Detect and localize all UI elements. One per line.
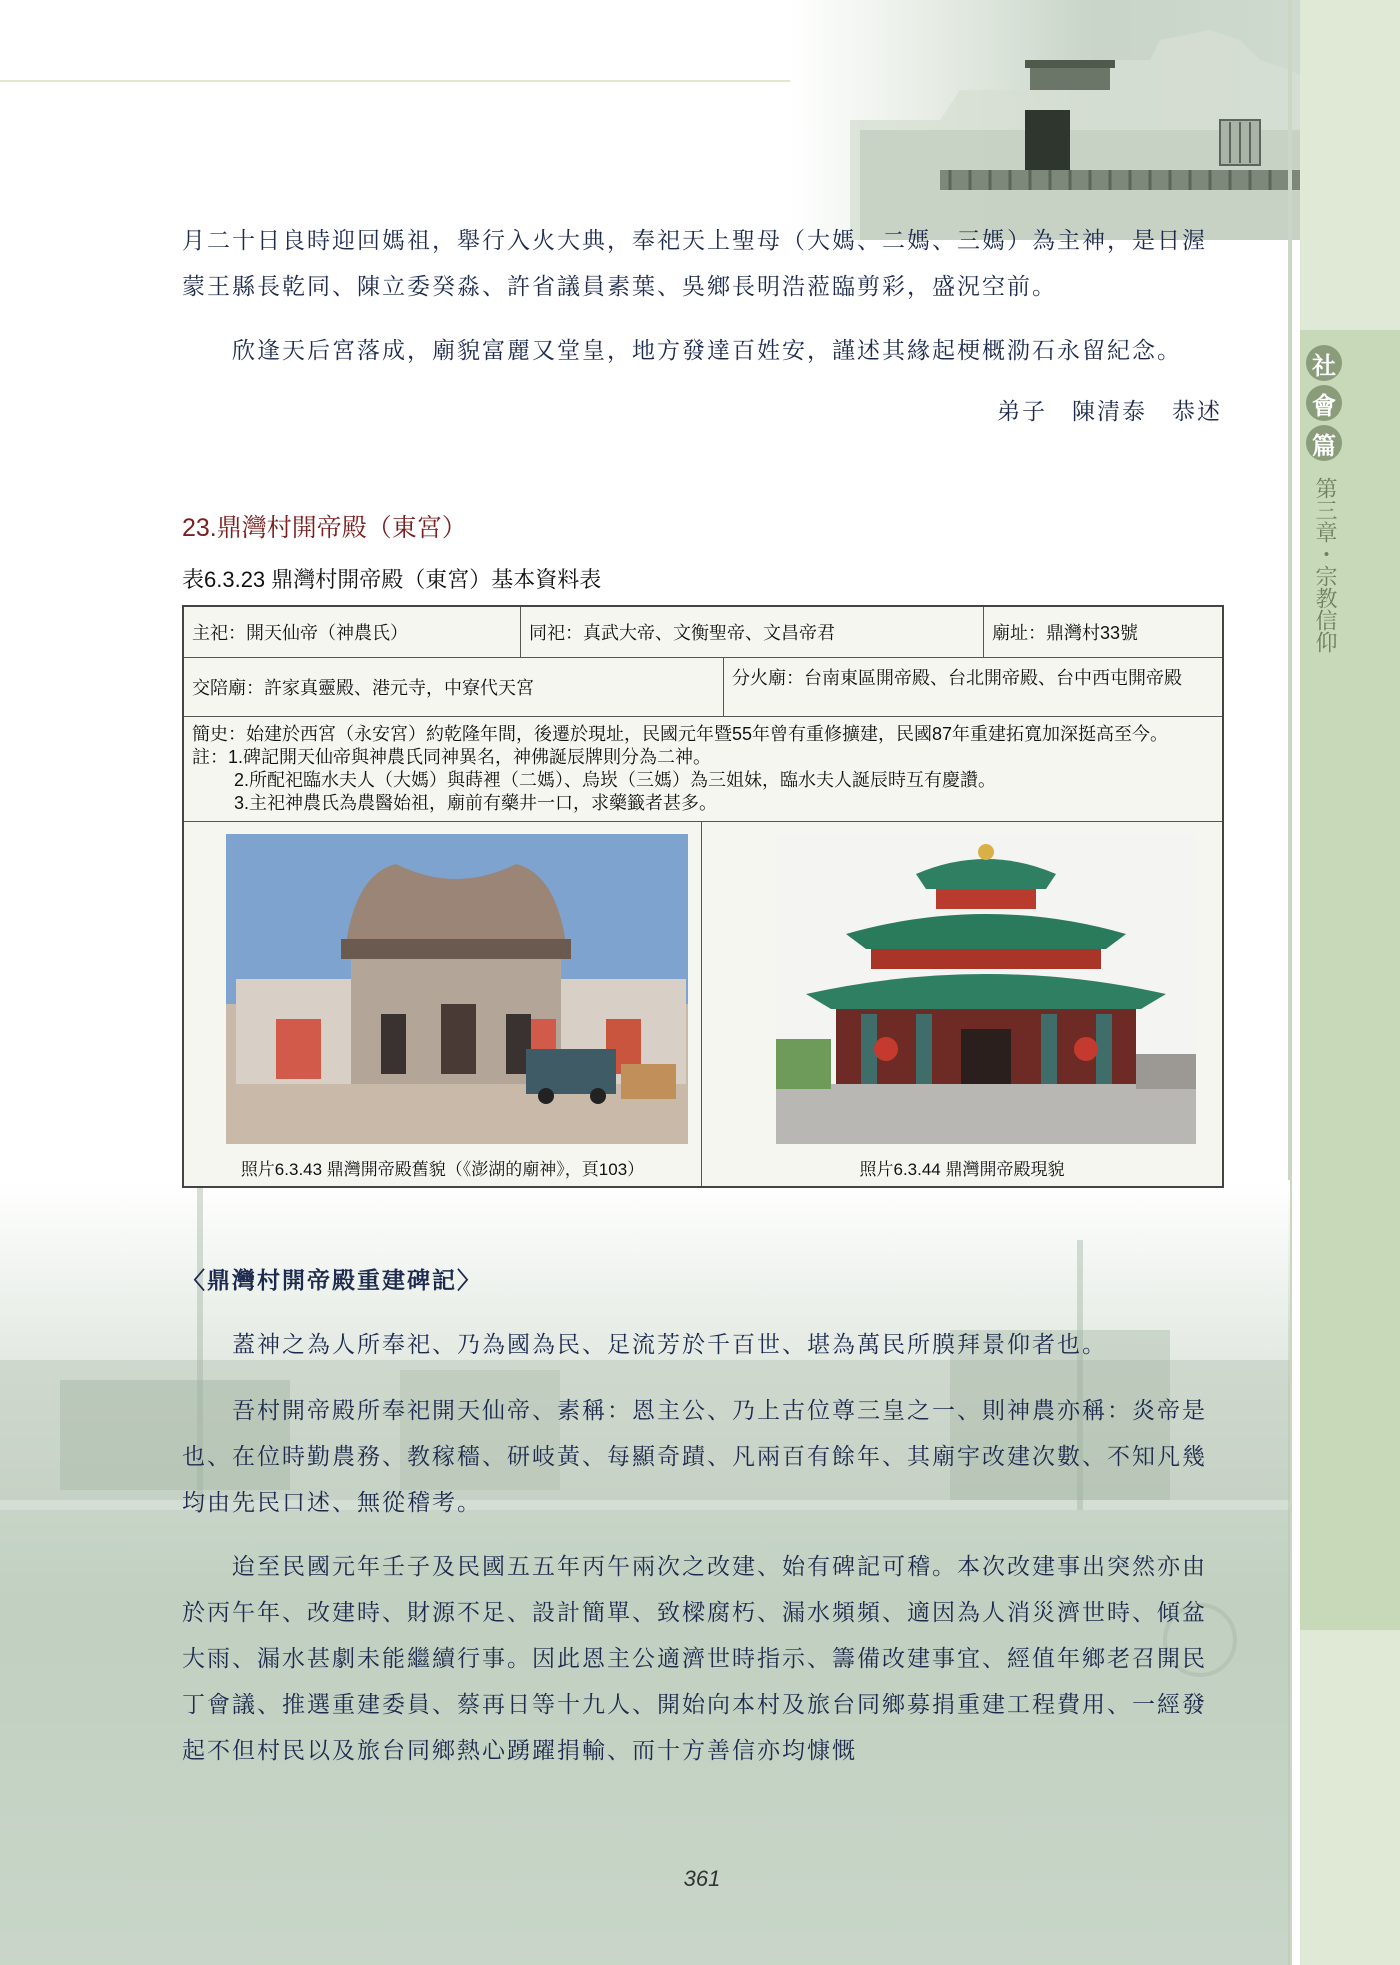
stele-title: 〈鼎灣村開帝殿重建碑記〉 (182, 1267, 482, 1294)
chapter-tab (1302, 345, 1346, 653)
stele-paragraph: 蓋神之為人所奉祀、乃為國為民、足流芳於千百世、堪為萬民所膜拜景仰者也。 (232, 1332, 1107, 1358)
header-rule (0, 80, 800, 82)
cell-main-deity: 主祀：開天仙帝（神農氏） (184, 607, 521, 657)
temple-info-table (182, 605, 1224, 1188)
old-temple-photo (226, 834, 688, 1144)
note-text: 註：1.碑記開天仙帝與神農氏同神異名，神佛誕辰牌則分為二神。 (192, 747, 712, 767)
table-row (184, 607, 1222, 658)
signature: 弟子 陳清泰 恭述 (997, 399, 1222, 425)
table-caption: 表6.3.23 鼎灣村開帝殿（東宮）基本資料表 (182, 567, 602, 592)
photo-caption: 照片6.3.43 鼎灣開帝殿舊貌（《澎湖的廟神》，頁103） (240, 1160, 645, 1179)
cell-branch-temples: 分火廟：台南東區開帝殿、台北開帝殿、台中西屯開帝殿 (732, 668, 1182, 688)
cell-co-deities: 同祀：真武大帝、文衡聖帝、文昌帝君 (521, 607, 984, 657)
table-row-history (184, 717, 1222, 822)
photo-cell (184, 822, 702, 1186)
body-paragraph: 月二十日良時迎回媽祖，舉行入火大典，奉祀天上聖母（大媽、二媽、三媽）為主神，是日渥蒙王縣長乾同、陳立委癸淼、許省議員素葉、吳鄉長明浩蒞臨剪彩，盛況空前。 (182, 228, 1207, 300)
stele-paragraph: 迨至民國元年壬子及民國五五年丙午兩次之改建、始有碑記可稽。本次改建事出突然亦由於丙午年、改建時、財源不足、設計簡單、致樑腐朽、漏水頻頻、適因為人消災濟世時、傾盆大雨、漏水甚劇未能繼續行事。因此恩主公適濟世時指示、籌備改建事宜、經值年鄉老召開民丁會議、推選重建委員、蔡再日等十九人、開始向本村及旅台同鄉募捐重建工程費用、一經發起不但村民以及旅台同鄉熱心踴躍捐輸、而十方善信亦均慷慨 (182, 1554, 1207, 1764)
body-paragraph: 欣逢天后宮落成，廟貌富麗又堂皇，地方發達百姓安，謹述其緣起梗概泐石永留紀念。 (232, 338, 1182, 364)
section-title: 23.鼎灣村開帝殿（東宮） (182, 514, 467, 542)
note-text: 3.主祀神農氏為農醫始祖，廟前有藥井一口，求藥籤者甚多。 (234, 793, 718, 813)
history-text: 簡史：始建於西宮（永安宮）約乾隆年間，後遷於現址，民國元年暨55年曾有重修擴建，民國87年重建拓寬加深挺高至今。 (192, 724, 1169, 744)
photo-cell (702, 822, 1222, 1186)
page-number: 361 (683, 1866, 721, 1891)
photo-caption: 照片6.3.44 鼎灣開帝殿現貌 (859, 1160, 1065, 1179)
cell-companion-temples: 交陪廟：許家真靈殿、港元寺，中寮代天宮 (184, 658, 724, 716)
note-text: 2.所配祀臨水夫人（大媽）與蒔裡（二媽）、烏崁（三媽）為三姐妹，臨水夫人誕辰時互有慶讚。 (234, 770, 997, 790)
chapter-circle: 篇 (1306, 425, 1342, 461)
table-row (184, 658, 1222, 717)
chapter-circle: 社 (1306, 345, 1342, 381)
current-temple-photo (776, 834, 1196, 1144)
cell-address: 廟址：鼎灣村33號 (992, 623, 1139, 643)
chapter-label: 第三章・宗教信仰 (1312, 477, 1337, 653)
stele-paragraph: 吾村開帝殿所奉祀開天仙帝、素稱：恩主公、乃上古位尊三皇之一、則神農亦稱：炎帝是也、在位時勤農務、教稼穡、研岐黃、每顯奇蹟、凡兩百有餘年、其廟宇改建次數、不知凡幾均由先民口述、無從稽考。 (182, 1398, 1207, 1516)
chapter-circle: 會 (1306, 385, 1342, 421)
table-row-photos (184, 822, 1222, 1186)
header-banner-photo (790, 0, 1300, 240)
old-house-illustration (790, 0, 1300, 240)
